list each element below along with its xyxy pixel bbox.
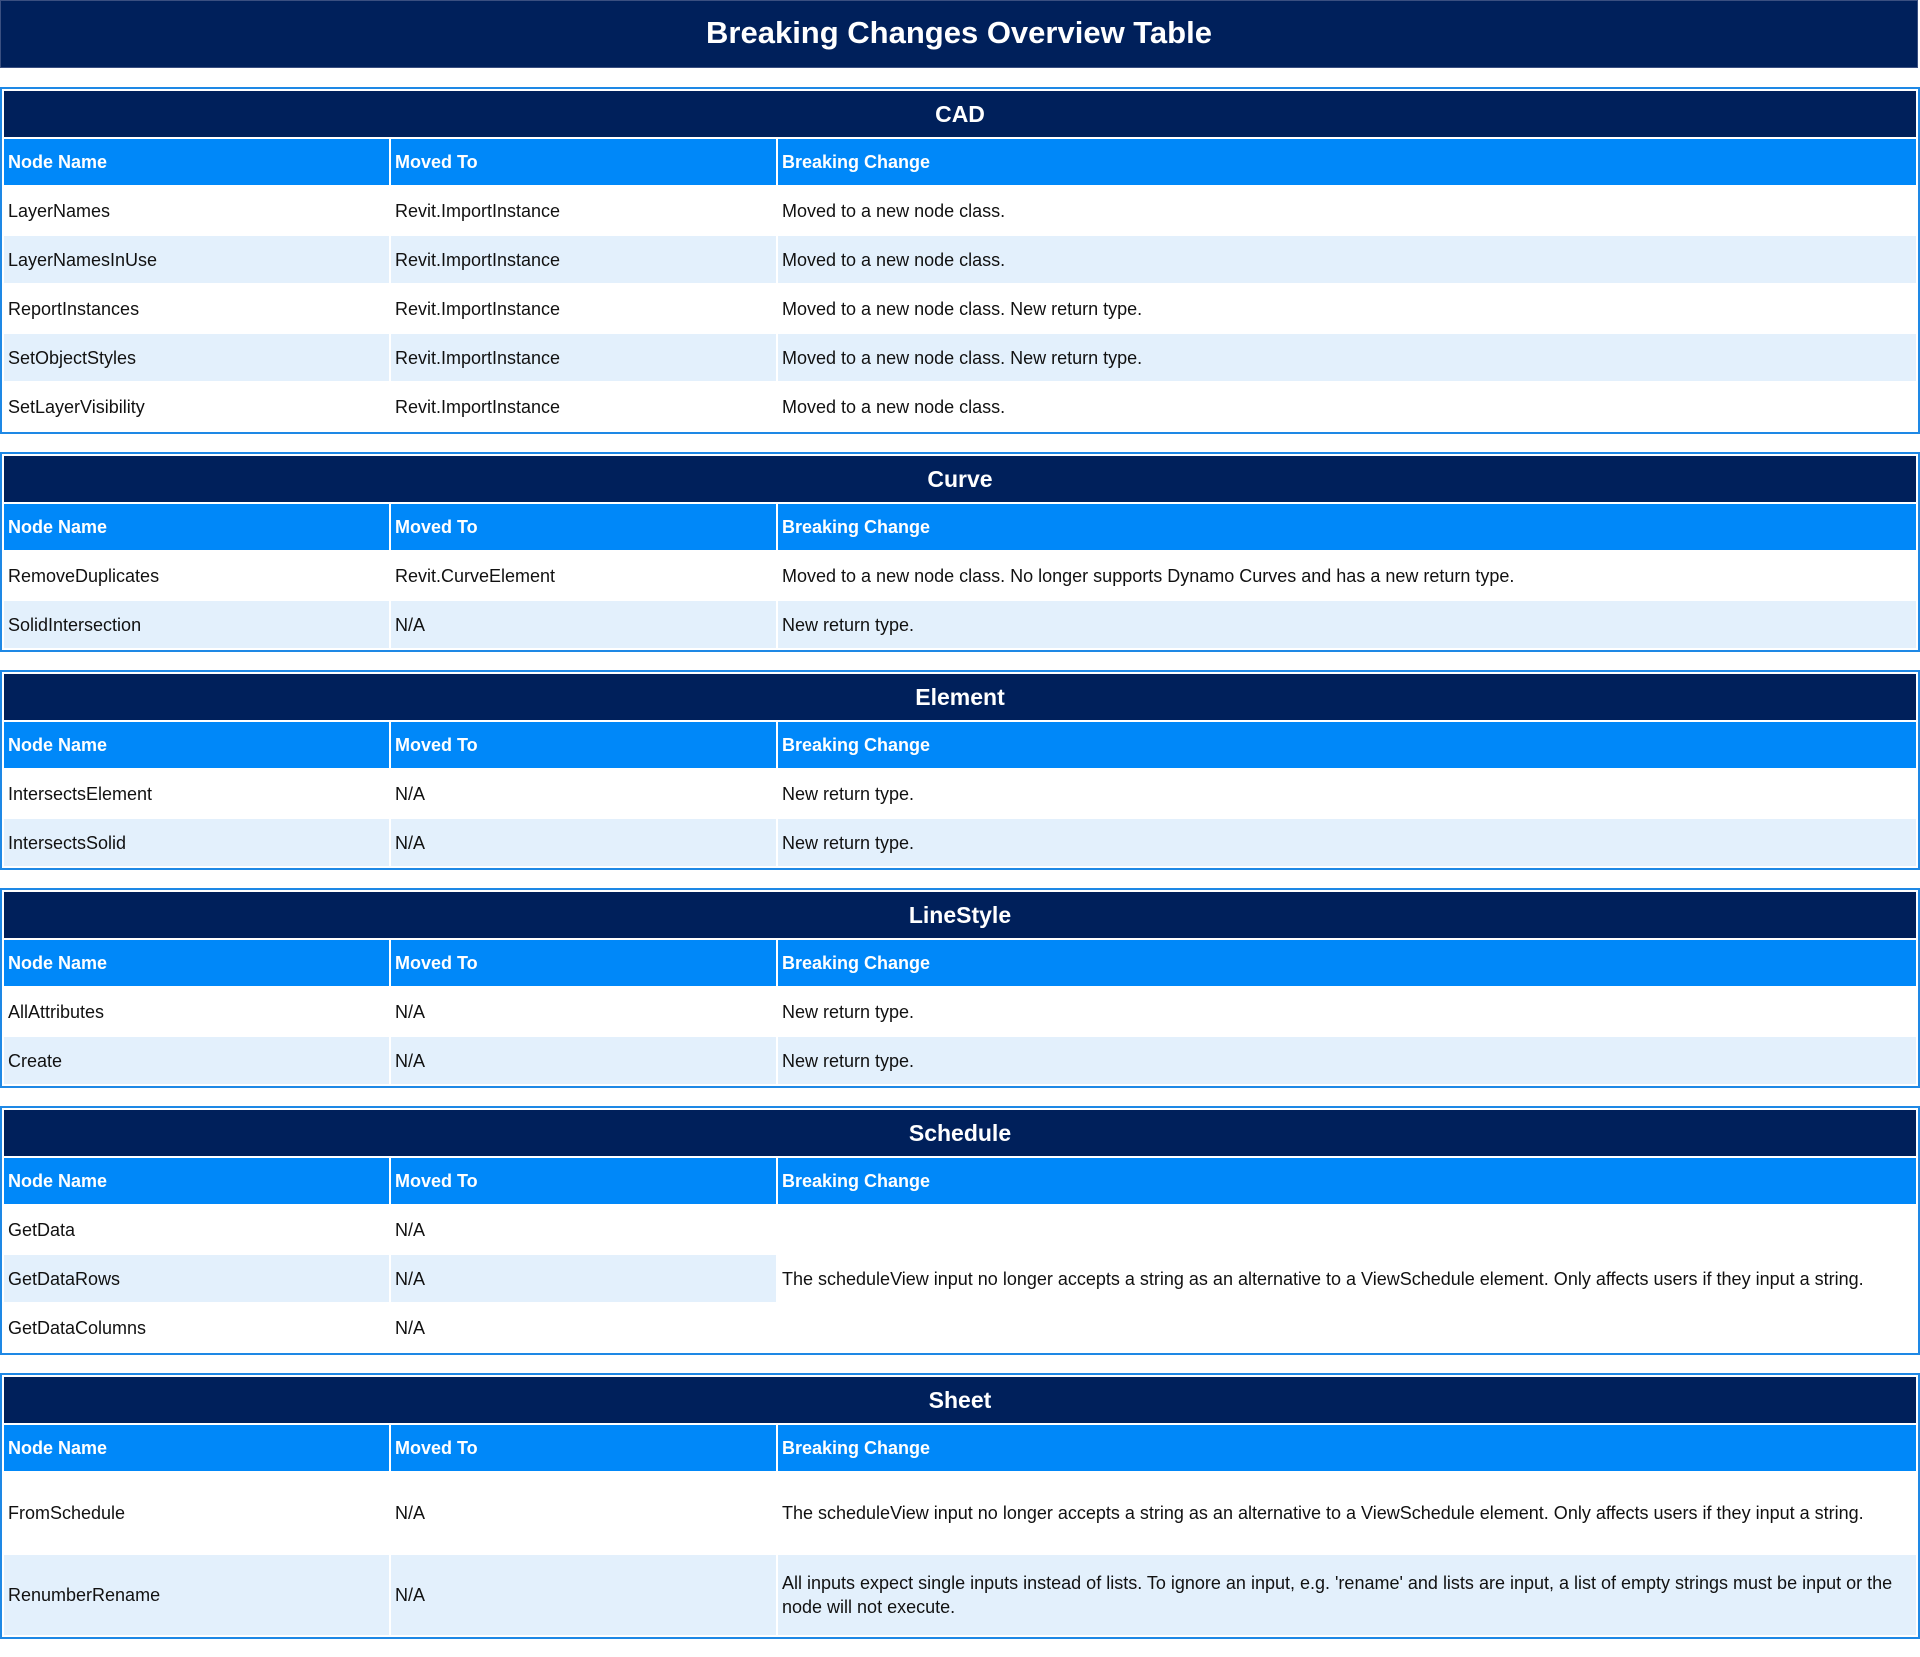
moved-to-cell: N/A: [391, 1206, 776, 1253]
page-title: Breaking Changes Overview Table: [0, 0, 1918, 68]
column-header-row: [4, 1425, 1916, 1471]
column-header-breaking-change: Breaking Change: [778, 940, 1916, 986]
section-header-row: [4, 456, 1916, 502]
table-row: [4, 187, 1916, 234]
section-title: CAD: [4, 91, 1916, 137]
column-header-row: [4, 940, 1916, 986]
node-name-cell: LayerNames: [4, 187, 389, 234]
column-header-moved-to: Moved To: [391, 722, 776, 768]
node-name-cell: IntersectsElement: [4, 770, 389, 817]
breaking-change-cell: Moved to a new node class. New return type.: [778, 285, 1916, 332]
table-row: [4, 1555, 1916, 1635]
column-header-breaking-change: Breaking Change: [778, 504, 1916, 550]
table-row: [4, 334, 1916, 381]
column-header-row: [4, 1158, 1916, 1204]
table-row: [4, 988, 1916, 1035]
table-row: [4, 770, 1916, 817]
table-row: [4, 552, 1916, 599]
moved-to-cell: N/A: [391, 1473, 776, 1553]
column-header-node-name: Node Name: [4, 722, 389, 768]
column-header-row: [4, 139, 1916, 185]
moved-to-cell: N/A: [391, 819, 776, 866]
moved-to-cell: N/A: [391, 770, 776, 817]
node-name-cell: SolidIntersection: [4, 601, 389, 648]
moved-to-cell: Revit.ImportInstance: [391, 383, 776, 430]
moved-to-cell: N/A: [391, 1304, 776, 1351]
table-row: [4, 236, 1916, 283]
moved-to-cell: N/A: [391, 1037, 776, 1084]
breaking-change-cell: The scheduleView input no longer accepts a string as an alternative to a ViewSchedule element. Only affects users if they input a string.: [778, 1473, 1916, 1553]
breaking-change-cell: Moved to a new node class. No longer supports Dynamo Curves and has a new return type.: [778, 552, 1916, 599]
section-table-schedule: [0, 1106, 1920, 1355]
column-header-breaking-change: Breaking Change: [778, 1425, 1916, 1471]
table-row: [4, 601, 1916, 648]
column-header-row: [4, 722, 1916, 768]
breaking-change-cell: Moved to a new node class.: [778, 236, 1916, 283]
table-row: [4, 1206, 1916, 1253]
moved-to-cell: Revit.ImportInstance: [391, 285, 776, 332]
breaking-change-cell: Moved to a new node class.: [778, 383, 1916, 430]
breaking-change-cell: Moved to a new node class. New return type.: [778, 334, 1916, 381]
node-name-cell: RenumberRename: [4, 1555, 389, 1635]
moved-to-cell: N/A: [391, 1555, 776, 1635]
node-name-cell: SetObjectStyles: [4, 334, 389, 381]
table-row: [4, 1037, 1916, 1084]
column-header-breaking-change: Breaking Change: [778, 139, 1916, 185]
node-name-cell: Create: [4, 1037, 389, 1084]
breaking-change-cell: New return type.: [778, 601, 1916, 648]
column-header-moved-to: Moved To: [391, 139, 776, 185]
node-name-cell: GetDataRows: [4, 1255, 389, 1302]
moved-to-cell: Revit.ImportInstance: [391, 187, 776, 234]
section-table-element: [0, 670, 1920, 870]
section-title: Sheet: [4, 1377, 1916, 1423]
breaking-change-cell: New return type.: [778, 988, 1916, 1035]
column-header-breaking-change: Breaking Change: [778, 1158, 1916, 1204]
column-header-row: [4, 504, 1916, 550]
table-row: [4, 383, 1916, 430]
section-table-curve: [0, 452, 1920, 652]
section-header-row: [4, 674, 1916, 720]
moved-to-cell: N/A: [391, 988, 776, 1035]
section-title: LineStyle: [4, 892, 1916, 938]
breaking-change-cell: New return type.: [778, 770, 1916, 817]
column-header-node-name: Node Name: [4, 940, 389, 986]
section-table-cad: [0, 87, 1920, 434]
breaking-change-cell: Moved to a new node class.: [778, 187, 1916, 234]
node-name-cell: GetData: [4, 1206, 389, 1253]
section-header-row: [4, 1377, 1916, 1423]
moved-to-cell: Revit.ImportInstance: [391, 236, 776, 283]
moved-to-cell: Revit.CurveElement: [391, 552, 776, 599]
node-name-cell: RemoveDuplicates: [4, 552, 389, 599]
node-name-cell: FromSchedule: [4, 1473, 389, 1553]
node-name-cell: ReportInstances: [4, 285, 389, 332]
section-table-sheet: [0, 1373, 1920, 1639]
node-name-cell: LayerNamesInUse: [4, 236, 389, 283]
node-name-cell: GetDataColumns: [4, 1304, 389, 1351]
section-title: Curve: [4, 456, 1916, 502]
section-table-linestyle: [0, 888, 1920, 1088]
section-title: Schedule: [4, 1110, 1916, 1156]
node-name-cell: IntersectsSolid: [4, 819, 389, 866]
section-header-row: [4, 91, 1916, 137]
section-header-row: [4, 892, 1916, 938]
sections-container: [0, 87, 1920, 1657]
moved-to-cell: Revit.ImportInstance: [391, 334, 776, 381]
breaking-change-cell: New return type.: [778, 1037, 1916, 1084]
node-name-cell: AllAttributes: [4, 988, 389, 1035]
table-row: [4, 285, 1916, 332]
moved-to-cell: N/A: [391, 1255, 776, 1302]
column-header-node-name: Node Name: [4, 139, 389, 185]
node-name-cell: SetLayerVisibility: [4, 383, 389, 430]
moved-to-cell: N/A: [391, 601, 776, 648]
column-header-node-name: Node Name: [4, 504, 389, 550]
table-row: [4, 1473, 1916, 1553]
section-title: Element: [4, 674, 1916, 720]
breaking-change-cell: The scheduleView input no longer accepts a string as an alternative to a ViewSchedule element. Only affects users if they input a string.: [778, 1206, 1916, 1351]
column-header-node-name: Node Name: [4, 1158, 389, 1204]
column-header-moved-to: Moved To: [391, 1425, 776, 1471]
breaking-change-cell: All inputs expect single inputs instead of lists. To ignore an input, e.g. 'rename' and lists are input, a list of empty strings must be input or the node will not execute.: [778, 1555, 1916, 1635]
column-header-moved-to: Moved To: [391, 1158, 776, 1204]
breaking-change-cell: New return type.: [778, 819, 1916, 866]
section-header-row: [4, 1110, 1916, 1156]
table-row: [4, 819, 1916, 866]
column-header-node-name: Node Name: [4, 1425, 389, 1471]
column-header-moved-to: Moved To: [391, 504, 776, 550]
column-header-breaking-change: Breaking Change: [778, 722, 1916, 768]
column-header-moved-to: Moved To: [391, 940, 776, 986]
